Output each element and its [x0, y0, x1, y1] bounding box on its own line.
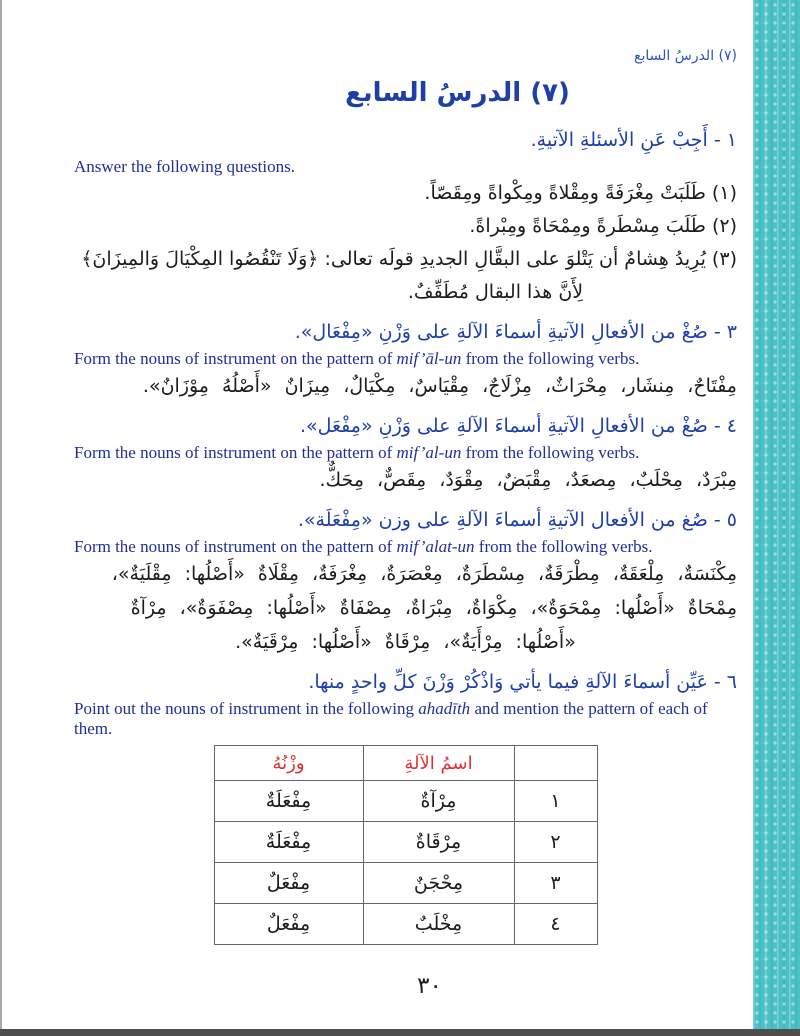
table-row [214, 822, 597, 863]
table-row [214, 863, 597, 904]
page-number: ٣٠ [417, 973, 442, 999]
table-header-row [214, 746, 597, 781]
instruction-text: Form the nouns of instrument on the pattern of [74, 443, 397, 462]
exercise6-heading: ٦ - عَيِّن أسماءَ الآلةِ فيما يأتي وَاذْكُرْ وَزْنَ كلِّ واحدٍ منها. [308, 671, 737, 693]
exercise5-word-list-line2: مِمْحَاةٌ «أَصْلُها: مِمْحَوَةٌ»، مِكْوَاةٌ، مِبْرَاةٌ، مِصْفَاةٌ «أَصْلُها: مِصْفَوَةٌ»، مِرْآةٌ [130, 597, 737, 619]
exercise5-word-list-line3: «أَصْلُها: مِرْأَيَةٌ»، مِرْقَاةٌ «أَصْلُها: مِرْقَيَةٌ». [235, 631, 576, 653]
pattern-cell: مِفْعَلَةٌ [214, 822, 363, 863]
exercise1-question3-line1: (٣) يُرِيدُ هِشامٌ أن يَتْلوَ على البقَّالِ الجديدِ قولَه تعالى: ﴿وَلَا تَنْقُصُوا المِكْيَالَ وَالمِيزَانَ﴾ [81, 248, 737, 270]
row-number: ٣ [514, 863, 597, 904]
exercise5-instruction-en [74, 537, 737, 557]
instruction-text: Form the nouns of instrument on the pattern of [74, 349, 397, 368]
decorative-side-border [753, 0, 800, 1029]
instruction-text: from the following verbs. [461, 443, 640, 462]
row-number: ١ [514, 781, 597, 822]
pattern-cell: مِفْعَلٌ [214, 904, 363, 945]
table-header-noun: اسمُ الآلةِ [363, 746, 514, 781]
page-content [2, 0, 753, 1029]
pattern-cell: مِفْعَلَةٌ [214, 781, 363, 822]
pattern-cell: مِفْعَلٌ [214, 863, 363, 904]
exercise5-heading: ٥ - صُغ من الأفعال الآتيةِ أسماءَ الآلةِ على وزن «مِفْعَلَة». [297, 509, 737, 531]
exercise1-instruction-en: Answer the following questions. [74, 157, 295, 176]
row-number: ٢ [514, 822, 597, 863]
pattern-transliteration: mif’al-un [396, 443, 462, 462]
exercise3-heading: ٣ - صُغْ من الأفعالِ الآتيةِ أسماءَ الآلةِ على وَزْنِ «مِفْعَال». [294, 321, 737, 343]
exercise3-instruction-en [74, 349, 737, 369]
exercise3-word-list: مِفْتَاحٌ، مِنشَار، مِحْرَاثٌ، مِزْلَاجٌ، مِقْيَاسٌ، مِكْيَالٌ، مِيزَانٌ «أَصْلُهُ مِوْزَانٌ». [142, 375, 737, 397]
exercise1-question1: (١) طَلَبَتْ مِغْرَفَةً ومِقْلاةً ومِكْواةً ومِقَصّاً. [424, 182, 737, 204]
noun-cell: مِرْآةٌ [363, 781, 514, 822]
instruction-text: Form the nouns of instrument on the pattern of [74, 537, 397, 556]
instruction-text: Point out the nouns of instrument in the following [74, 699, 419, 718]
pattern-transliteration: mif’alat-un [396, 537, 475, 556]
exercise1-heading: ١ - أَجِبْ عَنِ الأسئلةِ الآتيةِ. [530, 129, 737, 151]
instruction-text: from the following verbs. [474, 537, 653, 556]
exercise1-question3-line2: لِأَنَّ هذا البقال مُطَفِّفٌ. [407, 281, 584, 303]
exercise4-word-list: مِبْرَدٌ، مِحْلَبٌ، مِصعَدٌ، مِقْبَضٌ، مِقْوَدٌ، مِقَصٌّ، مِحَكٌّ. [319, 469, 737, 491]
table-header-pattern: وزْنُهُ [214, 746, 363, 781]
exercise5-word-list-line1: مِكْنَسَةٌ، مِلْعَقَةٌ، مِطْرَقَةٌ، مِسْطَرَةٌ، مِعْصَرَةٌ، مِغْرَفَةٌ، مِقْلَاةٌ «أَصْلُها: مِقْلَيَةٌ»، [111, 563, 737, 585]
noun-cell: مِرْقَاةٌ [363, 822, 514, 863]
noun-cell: مِحْجَنٌ [363, 863, 514, 904]
table-row [214, 904, 597, 945]
row-number: ٤ [514, 904, 597, 945]
instruction-text: and mention the pattern of each of them. [74, 699, 708, 738]
exercise6-instruction-en [74, 699, 737, 739]
running-head: (٧) الدرسُ السابع [634, 48, 737, 64]
instrument-nouns-table [214, 745, 598, 945]
lesson-title: (٧) الدرسُ السابع [345, 78, 570, 108]
noun-cell: مِخْلَبٌ [363, 904, 514, 945]
hadith-transliteration: ahadīth [418, 699, 471, 718]
exercise4-heading: ٤ - صُغْ من الأفعالِ الآتيةِ أسماءَ الآلةِ على وَزْنِ «مِفْعَل». [299, 415, 737, 437]
pattern-transliteration: mif’āl-un [396, 349, 462, 368]
instruction-text: from the following verbs. [461, 349, 640, 368]
table-header-empty [514, 746, 597, 781]
table-row [214, 781, 597, 822]
exercise4-instruction-en [74, 443, 737, 463]
exercise1-question2: (٢) طَلَبَ مِسْطَرةً ومِمْحَاةً ومِبْراةً. [469, 215, 737, 237]
page-bottom-edge [0, 1029, 800, 1036]
